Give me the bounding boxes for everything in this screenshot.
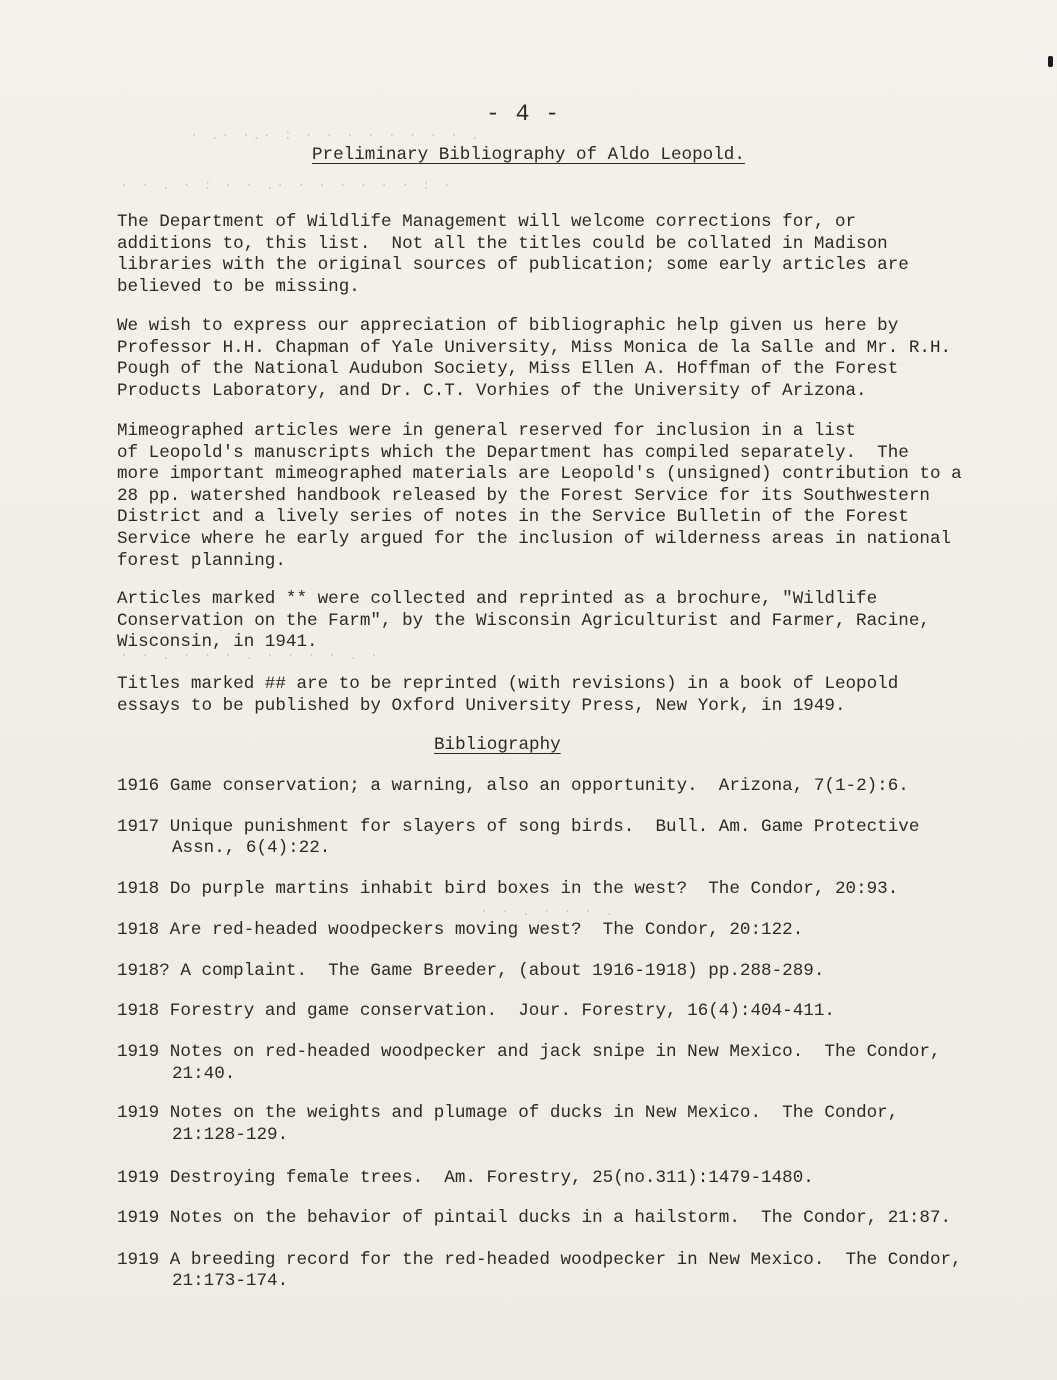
entry-year: 1919: [117, 1167, 160, 1188]
show-through-smudge: · .· ·.· : · · · · · · · · .: [190, 128, 482, 144]
entry-title: Are red-headed woodpeckers moving west? The Condor, 20:122.: [169, 920, 804, 941]
bibliography-list: [117, 776, 962, 1293]
bibliography-entry: [117, 1042, 947, 1085]
page-number: - 4 -: [486, 101, 561, 127]
entry-title: Notes on the behavior of pintail ducks in a hailstorm. The Condor, 21:87.: [169, 1208, 952, 1229]
entry-year: 1919: [117, 1249, 160, 1270]
entry-year: 1917: [117, 816, 160, 837]
entry-year: 1918?: [117, 960, 170, 981]
bibliography-entry: [117, 879, 947, 901]
entry-citation: 21:40.: [172, 1063, 236, 1084]
entry-title: A complaint. The Game Breeder, (about 1916-1918) pp.288-289.: [180, 960, 825, 981]
entry-title: A breeding record for the red-headed woodpecker in New Mexico. The Condor,: [169, 1249, 962, 1270]
intro-paragraph-acknowledgements: We wish to express our appreciation of bibliographic help given us here by Professor H.H. Chapman of Yale University, Miss Monica de la Salle and Mr. R.H. Pough of the National Audubon Society, Miss Ellen A. Hoffman of the Forest Products Laboratory, and Dr. C.T. Vorhies of the University of Arizona.: [117, 316, 952, 401]
entry-year: 1919: [117, 1042, 160, 1063]
bibliography-entry: [117, 961, 947, 983]
ink-mark: [1048, 56, 1053, 67]
document-title: Preliminary Bibliography of Aldo Leopold.: [312, 145, 745, 165]
bibliography-entry: [117, 1208, 952, 1230]
entry-year: 1918: [117, 1000, 160, 1021]
bibliography-entry: [117, 1103, 947, 1146]
entry-title: Unique punishment for slayers of song birds. Bull. Am. Game Protective: [169, 816, 920, 837]
bibliography-entry: [117, 1249, 962, 1293]
entry-year: 1919: [117, 1103, 160, 1124]
bibliography-heading: Bibliography: [434, 735, 561, 755]
entry-citation: 21:128-129.: [172, 1124, 289, 1145]
entry-citation: Assn., 6(4):22.: [172, 838, 331, 859]
entry-citation: 21:173-174.: [172, 1271, 289, 1292]
bibliography-entry: [117, 817, 947, 860]
intro-paragraph-reprint: Titles marked ## are to be reprinted (with revisions) in a book of Leopold essays to be published by Oxford University Press, New York, in 1949.: [117, 674, 899, 716]
intro-paragraph-corrections: The Department of Wildlife Management will welcome corrections for, or additions to, this list. Not all the titles could be collated in Madison libraries with the original sources of publication; some early articles are believed to be missing.: [117, 212, 909, 297]
bibliography-entry: [117, 1168, 947, 1190]
entry-year: 1918: [117, 920, 160, 941]
bibliography-entry: [117, 776, 947, 798]
entry-title: Notes on red-headed woodpecker and jack snipe in New Mexico. The Condor,: [169, 1042, 941, 1063]
bibliography-entry: [117, 1001, 947, 1023]
entry-title: Forestry and game conservation. Jour. Forestry, 16(4):404-411.: [169, 1000, 835, 1021]
entry-year: 1919: [117, 1208, 160, 1229]
intro-paragraph-mimeographed: Mimeographed articles were in general reserved for inclusion in a list of Leopold's manuscripts which the Department has compiled separately. The more important mimeographed materials are Leopold's (unsigned) contribution to a 28 pp. watershed handbook released by the Forest Service for its Southwestern District and a lively series of notes in the Service Bulletin of the Forest Service where he early argued for the inclusion of wilderness areas in national forest planning.: [117, 421, 962, 571]
entry-title: Destroying female trees. Am. Forestry, 25(no.311):1479-1480.: [169, 1167, 814, 1188]
entry-year: 1916: [117, 776, 160, 796]
entry-title: Game conservation; a warning, also an opportunity. Arizona, 7(1-2):6.: [169, 776, 909, 796]
intro-paragraph-brochure: Articles marked ** were collected and reprinted as a brochure, "Wildlife Conservation on the Farm", by the Wisconsin Agriculturist and Farmer, Racine, Wisconsin, in 1941.: [117, 589, 930, 653]
show-through-smudge: · · . · · · . · · · · . ·: [120, 648, 381, 664]
show-through-smudge: · · . · · · .: [480, 904, 616, 920]
entry-title: Do purple martins inhabit bird boxes in the west? The Condor, 20:93.: [169, 878, 899, 899]
show-through-smudge: · · . · : · · .· · · · · · · : ·: [120, 178, 453, 194]
entry-title: Notes on the weights and plumage of ducks in New Mexico. The Condor,: [169, 1103, 899, 1124]
entry-year: 1918: [117, 878, 160, 899]
bibliography-entry: [117, 920, 947, 942]
